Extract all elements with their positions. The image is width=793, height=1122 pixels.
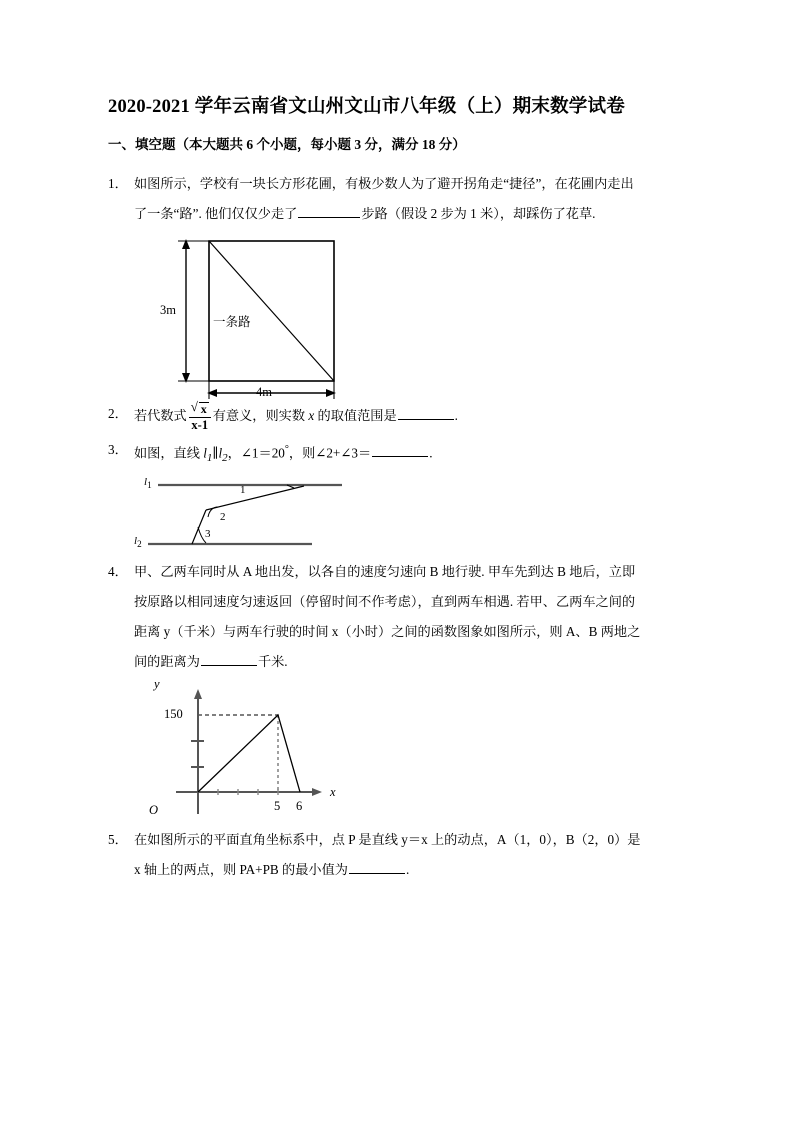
fraction-numerator [189,398,211,418]
question-1-line2-b: 步路（假设 2 步为 1 米），却踩伤了花草. [361,205,596,221]
question-2-answer-blank[interactable] [398,405,454,420]
question-3-answer-blank[interactable] [372,442,428,457]
question-3-text-c: ，则∠2+∠3＝ [288,445,372,461]
square-root-expression [190,398,209,416]
question-2-text-a: 若代数式 [134,407,187,423]
label-line-l2: $l_2$ [134,534,142,550]
question-4 [108,557,686,677]
question-2-number: 2． [108,405,128,421]
question-2-variable: x [308,407,315,423]
question-4-line4-b: 千米. [257,653,288,669]
radical-sign-icon: √ [190,398,198,414]
fraction-denominator: x-1 [191,418,209,433]
page-title: 2020-2021 学年云南省文山州文山市八年级（上）期末数学试卷 [108,97,625,117]
question-5 [108,825,686,885]
chart-x-tick-label-6: 6 [296,798,303,813]
chart-x-axis-label: x [330,784,336,799]
label-line-l1: $l_1$ [144,475,152,491]
label-angle-1: 1 [240,483,246,496]
question-4-line1: 甲、乙两车同时从 A 地出发，以各自的速度匀速向 B 地行驶. 甲车先到达 B 地后，立即 [134,563,636,579]
question-5-answer-blank[interactable] [349,859,405,874]
section-heading: 一、填空题（本大题共 6 个小题，每小题 3 分，满分 18 分） [108,136,466,152]
question-5-line2-a: x 轴上的两点，则 PA+PB 的最小值为 [134,861,348,877]
x-axis-arrow-icon [312,788,322,796]
question-4-answer-blank[interactable] [201,651,257,666]
flowerbed-width-label: 4m [256,384,272,399]
question-4-line2: 按原路以相同速度匀速返回（停留时间不作考虑），直到两车相遇. 若甲、乙两车之间的 [134,593,636,609]
question-4-number: 4． [108,563,128,579]
question-2 [108,399,686,433]
question-2-body [108,399,686,433]
question-3-text-a: 如图，直线 [134,445,200,461]
page-content [108,95,686,887]
question-3-body [108,435,686,473]
chart-y-axis-label: y [154,676,160,691]
question-3-text-b: ，∠1＝20 [227,445,285,461]
question-3-line1-symbol: l [203,445,207,461]
question-1-line1: 如图所示，学校有一块长方形花圃，有极少数人为了避开拐角走“捷径”，在花圃内走出 [134,175,634,191]
zigzag-lower-segment [192,510,206,544]
question-1-answer-blank[interactable] [298,203,360,218]
question-4-body [108,557,686,677]
question-3-number: 3． [108,441,128,457]
question-2-text-c: 的取值范围是 [317,407,397,423]
question-2-text-d: . [454,407,458,423]
question-1-number: 1． [108,175,128,191]
question-3-line2-symbol: l [218,445,223,461]
parallel-symbol-icon: ∥ [212,445,219,461]
figure-parallel-lines [108,475,686,557]
question-3-line2-subscript: 2 [222,451,228,464]
diagonal-shortcut-path [209,241,334,381]
question-3 [108,435,686,473]
figure-flowerbed [108,231,686,399]
question-5-line1: 在如图所示的平面直角坐标系中，点 P 是直线 y＝x 上的动点，A（1，0），B（2，0）是 [134,831,641,847]
chart-x-tick-label-5: 5 [274,798,281,813]
question-1 [108,169,686,229]
degree-symbol: ° [284,443,289,455]
y-axis-arrow-icon [194,689,202,699]
question-5-line2-b: . [405,861,410,877]
chart-y-tick-label-150: 150 [164,706,183,721]
zigzag-upper-segment [206,483,304,510]
question-2-text-b: 有意义，则实数 [212,407,306,423]
data-series-distance-between-cars [198,715,300,792]
question-3-text-d: . [429,445,433,461]
flowerbed-height-label: 3m [160,302,176,317]
label-angle-3: 3 [205,527,211,540]
question-5-number: 5． [108,831,128,847]
algebraic-fraction [189,398,211,433]
question-3-line1-subscript: 1 [206,451,213,464]
label-angle-2: 2 [220,510,226,523]
question-4-line4-a: 间的距离为 [134,653,200,669]
flowerbed-path-label: 一条路 [213,314,251,329]
question-1-line2-a: 了一条“路”. 他们仅仅少走了 [134,205,298,221]
question-4-line3: 距离 y（千米）与两车行驶的时间 x（小时）之间的函数图象如图所示，则 A、B 两地之 [134,623,641,639]
question-5-body [108,825,686,885]
radicand: x [200,401,207,416]
figure-distance-time-chart [108,676,686,825]
angle-2-arc [208,507,218,517]
question-1-body [108,169,686,229]
chart-origin-label: O [149,802,159,817]
